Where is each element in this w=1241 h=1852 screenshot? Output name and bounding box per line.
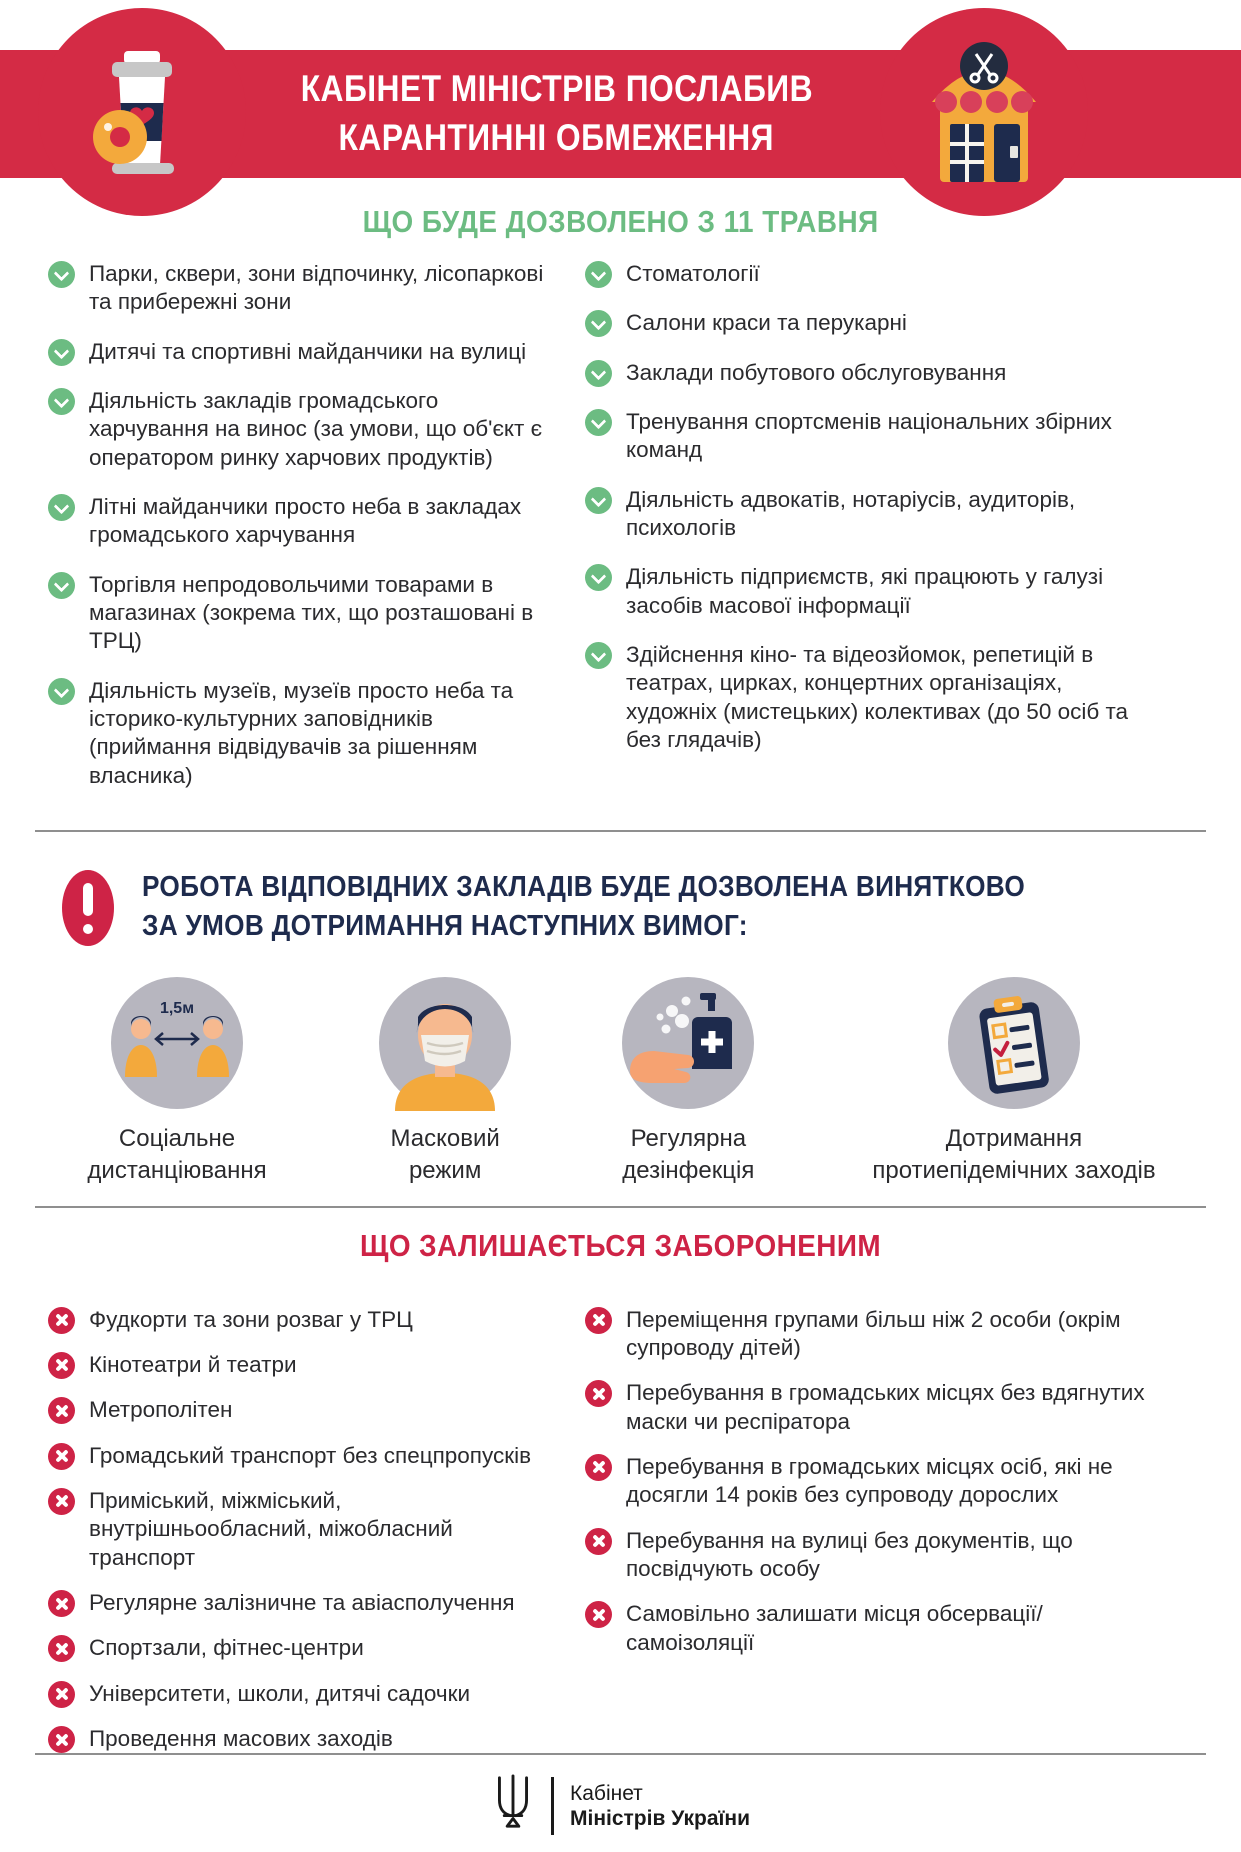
banned-item: Регулярне залізничне та авіасполучення	[48, 1589, 585, 1617]
section-divider	[35, 830, 1206, 832]
banned-heading: ЩО ЗАЛИШАЄТЬСЯ ЗАБОРОНЕНИМ	[359, 1227, 882, 1263]
allowed-item: Тренування спортсменів національних збірних команд	[585, 408, 1193, 465]
check-icon	[585, 487, 612, 514]
check-icon	[48, 261, 75, 288]
requirements-row	[0, 977, 1241, 1188]
cabinet-logo	[0, 1773, 1241, 1852]
trident-icon	[491, 1773, 535, 1838]
check-icon	[585, 564, 612, 591]
cross-icon	[48, 1590, 75, 1617]
cross-icon	[48, 1352, 75, 1379]
cross-icon	[585, 1528, 612, 1555]
cross-icon	[48, 1443, 75, 1470]
face-mask-icon	[379, 977, 511, 1109]
requirement-disinfection	[608, 977, 768, 1188]
cross-icon	[585, 1454, 612, 1481]
check-icon	[585, 310, 612, 337]
banned-item: Проведення масових заходів	[48, 1725, 585, 1753]
coffee-cup-icon	[38, 8, 246, 216]
requirements-warning	[0, 868, 1241, 947]
checklist-icon	[948, 977, 1080, 1109]
cross-icon	[48, 1726, 75, 1753]
banned-section	[0, 1306, 1241, 1754]
banned-item: Перебування на вулиці без документів, що посвідчують особу	[585, 1527, 1193, 1584]
banned-item: Метрополітен	[48, 1396, 585, 1424]
banned-item: Спортзали, фітнес-центри	[48, 1634, 585, 1662]
cross-icon	[48, 1488, 75, 1515]
requirement-label: Регулярна дезінфекція	[622, 1124, 755, 1185]
allowed-section	[0, 260, 1241, 790]
requirement-social-distancing	[72, 977, 282, 1188]
banned-item: Фудкорти та зони розваг у ТРЦ	[48, 1306, 585, 1334]
allowed-left-column	[48, 260, 585, 790]
exclamation-icon	[62, 870, 114, 946]
banned-item: Переміщення групами більш ніж 2 особи (окрім супроводу дітей)	[585, 1306, 1193, 1363]
requirement-label: Дотримання протиепідемічних заходів	[872, 1124, 1156, 1185]
footer	[0, 1753, 1241, 1852]
header-banner	[0, 50, 1241, 178]
check-icon	[585, 360, 612, 387]
requirement-mask	[373, 977, 518, 1188]
cross-icon	[585, 1380, 612, 1407]
banned-right-column	[585, 1306, 1193, 1754]
requirement-label: Масковий режим	[390, 1124, 500, 1185]
allowed-item: Торгівля непродовольчими товарами в магазинах (зокрема тих, що розташовані в ТРЦ)	[48, 571, 585, 656]
allowed-item: Салони краси та перукарні	[585, 309, 1193, 337]
requirements-heading: РОБОТА ВІДПОВІДНИХ ЗАКЛАДІВ БУДЕ ДОЗВОЛЕНА ВИНЯТКОВО ЗА УМОВ ДОТРИМАННЯ НАСТУПНИХ ВИМОГ:	[142, 871, 1026, 943]
allowed-item: Діяльність закладів громадського харчування на винос (за умови, що об'єкт є оператором ринку харчових продуктів)	[48, 387, 585, 472]
logo-separator	[551, 1777, 554, 1835]
allowed-heading: ЩО БУДЕ ДОЗВОЛЕНО З 11 ТРАВНЯ	[362, 204, 879, 239]
allowed-item: Дитячі та спортивні майданчики на вулиці	[48, 338, 585, 366]
check-icon	[48, 339, 75, 366]
check-icon	[48, 572, 75, 599]
social-distancing-icon	[111, 977, 243, 1109]
cross-icon	[48, 1307, 75, 1334]
barbershop-icon	[880, 8, 1088, 216]
cross-icon	[48, 1635, 75, 1662]
cross-icon	[585, 1307, 612, 1334]
banned-item: Перебування в громадських місцях без вдягнутих маски чи респіратора	[585, 1379, 1193, 1436]
svg-text:1,5м: 1,5м	[159, 999, 195, 1017]
check-icon	[585, 409, 612, 436]
banned-item: Університети, школи, дитячі садочки	[48, 1680, 585, 1708]
allowed-item: Парки, сквери, зони відпочинку, лісопаркові та прибережні зони	[48, 260, 585, 317]
requirement-label: Соціальне дистанціювання	[87, 1124, 267, 1185]
check-icon	[585, 642, 612, 669]
allowed-right-column	[585, 260, 1193, 790]
hand-sanitizer-icon	[622, 977, 754, 1109]
requirement-epidemic-measures	[859, 977, 1169, 1188]
allowed-item: Заклади побутового обслуговування	[585, 359, 1193, 387]
cross-icon	[48, 1397, 75, 1424]
banned-item: Кінотеатри й театри	[48, 1351, 585, 1379]
cross-icon	[48, 1681, 75, 1708]
allowed-item: Діяльність музеїв, музеїв просто неба та історико-культурних заповідників (приймання відвідувачів за рішенням власника)	[48, 677, 585, 790]
banned-item: Приміський, міжміський, внутрішньообласний, міжобласний транспорт	[48, 1487, 585, 1572]
check-icon	[48, 494, 75, 521]
section-divider	[35, 1753, 1206, 1755]
allowed-item: Здійснення кіно- та відеозйомок, репетицій в театрах, цирках, концертних організаціях, художніх (мистецьких) колективах (до 50 осіб та без глядачів)	[585, 641, 1193, 754]
footer-org-line2: Міністрів України	[570, 1806, 750, 1830]
allowed-item: Стоматології	[585, 260, 1193, 288]
banned-item: Самовільно залишати місця обсервації/самоізоляції	[585, 1600, 1193, 1657]
banned-item: Громадський транспорт без спецпропусків	[48, 1442, 585, 1470]
allowed-item: Літні майданчики просто неба в закладах громадського харчування	[48, 493, 585, 550]
section-divider	[35, 1206, 1206, 1208]
banned-item: Перебування в громадських місцях осіб, які не досягли 14 років без супроводу дорослих	[585, 1453, 1193, 1510]
allowed-item: Діяльність підприємств, які працюють у галузі засобів масової інформації	[585, 563, 1193, 620]
check-icon	[48, 388, 75, 415]
check-icon	[48, 678, 75, 705]
footer-org-line1: Кабінет	[570, 1781, 643, 1805]
cross-icon	[585, 1601, 612, 1628]
check-icon	[585, 261, 612, 288]
allowed-item: Діяльність адвокатів, нотаріусів, аудиторів, психологів	[585, 486, 1193, 543]
banned-left-column	[48, 1306, 585, 1754]
page-title-line2: КАРАНТИННІ ОБМЕЖЕННЯ	[338, 117, 775, 158]
page-title-line1: КАБІНЕТ МІНІСТРІВ ПОСЛАБИВ	[300, 68, 813, 110]
